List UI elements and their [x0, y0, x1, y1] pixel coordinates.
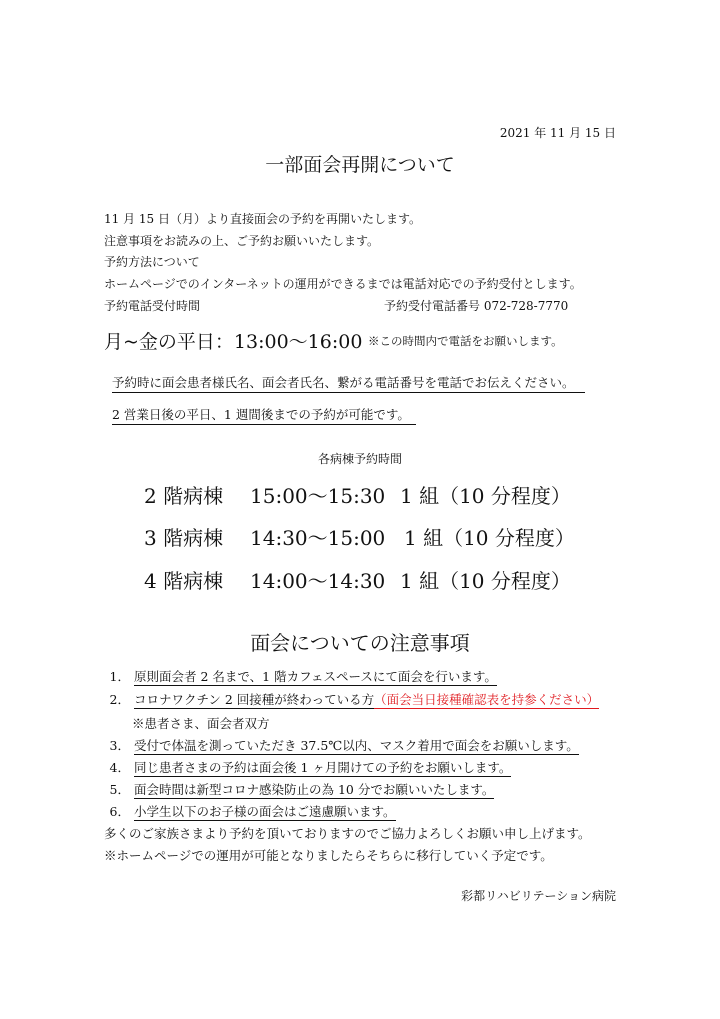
notice-text: 受付で体温を測っていただき 37.5℃以内、マスク着用で面会をお願いします。 — [134, 738, 579, 753]
ward-row — [144, 480, 571, 509]
ward-time: 15:00〜15:30 — [250, 484, 386, 508]
notice-item — [104, 780, 494, 798]
closing-line-1: 多くのご家族さまより予約を頂いておりますのでご協力よろしくお願い申し上げます。 — [104, 826, 591, 841]
ward-row — [144, 565, 571, 594]
notice-number: 4． — [109, 760, 130, 775]
notice-text: 同じ患者さまの予約は面会後 1 ヶ月開けての予約をお願いします。 — [134, 760, 512, 775]
notice-heading: 面会についての注意事項 — [250, 631, 470, 655]
notice-number: 1． — [109, 669, 130, 684]
notice-text: 小学生以下のお子様の面会はご遠慮願います。 — [134, 804, 396, 819]
intro-line-5: 予約電話受付時間 — [104, 299, 201, 313]
notice-item — [104, 667, 497, 685]
ward-name: 4 階病棟 — [144, 569, 224, 593]
intro-line-2: 注意事項をお読みの上、ご予約お願いいたします。 — [104, 234, 380, 248]
notice-text: 原則面会者 2 名まで、1 階カフェスペースにて面会を行います。 — [134, 669, 497, 684]
notice-item — [104, 758, 511, 776]
reservation-phone-number: 予約受付電話番号 072-728-7770 — [384, 299, 569, 313]
document-title: 一部面会再開について — [265, 154, 455, 176]
notice-number: 3． — [109, 738, 130, 753]
intro-line-1: 11 月 15 日（月）より直接面会の予約を再開いたします。 — [104, 212, 422, 226]
schedule-heading: 各病棟予約時間 — [317, 452, 402, 466]
hospital-signature: 彩都リハビリテーション病院 — [461, 889, 616, 903]
closing-line-2: ※ホームページでの運用が可能となりましたらそちらに移行していく予定です。 — [104, 848, 553, 863]
intro-line-4: ホームページでのインターネットの運用ができるまでは電話対応での予約受付とします。 — [104, 277, 582, 291]
ward-slot: 1 組（10 分程度） — [404, 526, 575, 550]
notice-number: 6． — [109, 804, 130, 819]
notice-number: 5． — [109, 782, 130, 797]
notice-item — [104, 736, 579, 754]
ward-time: 14:00〜14:30 — [250, 569, 386, 593]
notice-number: 2． — [109, 692, 130, 707]
document-date: 2021 年 11 月 15 日 — [499, 126, 616, 140]
ward-slot: 1 組（10 分程度） — [400, 484, 571, 508]
ward-name: 2 階病棟 — [144, 484, 224, 508]
reservation-hours-note: ※この時間内で電話をお願いします。 — [368, 334, 563, 348]
notice-item — [104, 802, 396, 820]
underlined-note-2: 2 営業日後の平日、1 週間後までの予約が可能です。 — [112, 405, 416, 425]
underlined-note-1: 予約時に面会患者様氏名、面会者氏名、繋がる電話番号を電話でお伝えください。 — [112, 373, 585, 393]
ward-row — [144, 522, 575, 551]
notice-text-highlight: （面会当日接種確認表を持参ください） — [374, 692, 600, 707]
notice-item — [104, 690, 599, 708]
notice-sub-note: ※患者さま、面会者双方 — [132, 716, 270, 731]
notice-text: コロナワクチン 2 回接種が終わっている方 — [134, 692, 375, 707]
ward-time: 14:30〜15:00 — [250, 526, 386, 550]
intro-line-3: 予約方法について — [104, 255, 200, 269]
notice-text: 面会時間は新型コロナ感染防止の為 10 分でお願いいたします。 — [134, 782, 495, 797]
reservation-hours: 月~金の平日：13:00〜16:00 — [104, 331, 363, 353]
ward-slot: 1 組（10 分程度） — [400, 569, 571, 593]
ward-name: 3 階病棟 — [144, 526, 224, 550]
